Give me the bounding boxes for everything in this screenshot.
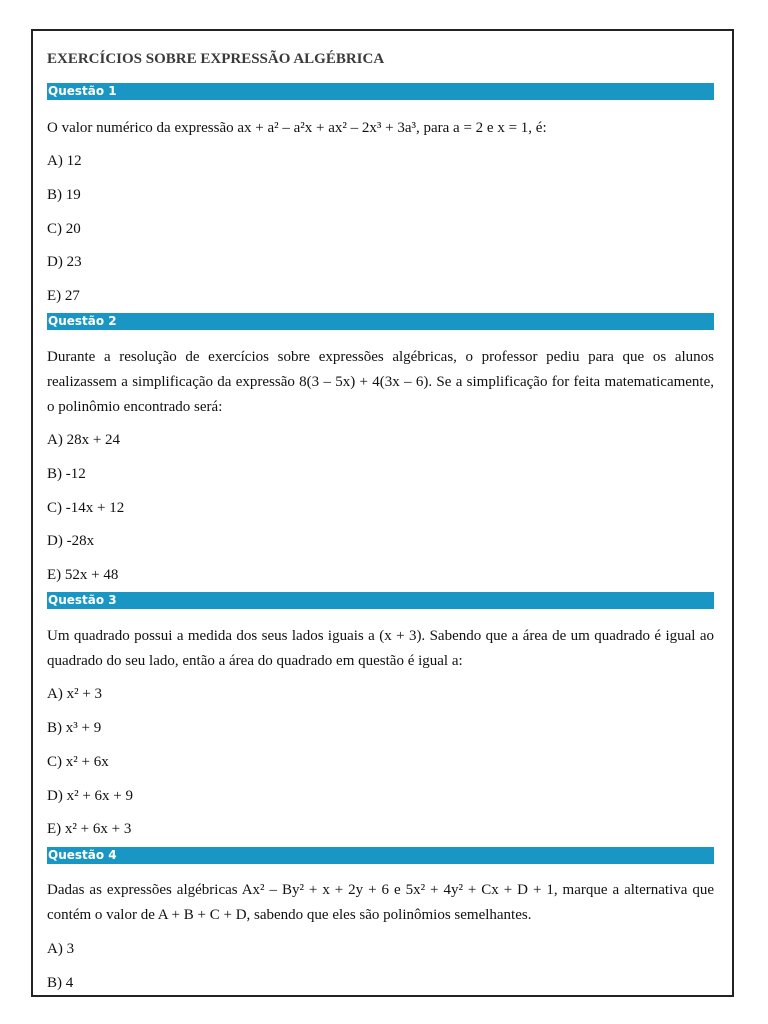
question-3-statement: Um quadrado possui a medida dos seus lados iguais a (x + 3). Sabendo que a área de um quadrado é igual ao quadrado do seu lado, então a área do quadrado em questão é igual a: xyxy=(47,628,714,669)
question-4-option-b: B) 4 xyxy=(47,975,74,991)
question-2-header: Questão 2 xyxy=(47,313,714,330)
question-1-header: Questão 1 xyxy=(47,83,714,100)
question-3-header: Questão 3 xyxy=(47,592,714,609)
question-4-option-a: A) 3 xyxy=(47,941,75,957)
question-3-option-c: C) x² + 6x xyxy=(47,754,109,770)
question-1-option-e: E) 27 xyxy=(47,288,80,304)
question-3-option-a: A) x² + 3 xyxy=(47,686,103,702)
question-3-option-b: B) x³ + 9 xyxy=(47,720,102,736)
question-1-option-b: B) 19 xyxy=(47,187,81,203)
question-1-option-d: D) 23 xyxy=(47,254,82,270)
question-2-option-e: E) 52x + 48 xyxy=(47,567,119,583)
question-1-option-c: C) 20 xyxy=(47,221,81,237)
question-2-statement: Durante a resolução de exercícios sobre expressões algébricas, o professor pediu para que os alunos realizassem a simplificação da expressão 8(3 – 5x) + 4(3x – 6). Se a simplificação for feita matematicamente, o polinômio encontrado será: xyxy=(47,349,714,415)
page-frame xyxy=(31,29,734,997)
document-title: EXERCÍCIOS SOBRE EXPRESSÃO ALGÉBRICA xyxy=(47,51,385,67)
question-4-statement: Dadas as expressões algébricas Ax² – By² + x + 2y + 6 e 5x² + 4y² + Cx + D + 1, marque a alternativa que contém o valor de A + B + C + D, sabendo que eles são polinômios semelhantes. xyxy=(47,882,714,923)
question-2-option-c: C) -14x + 12 xyxy=(47,500,125,516)
question-1-option-a: A) 12 xyxy=(47,153,82,169)
question-3-option-e: E) x² + 6x + 3 xyxy=(47,821,132,837)
question-4-header: Questão 4 xyxy=(47,847,714,864)
question-3-option-d: D) x² + 6x + 9 xyxy=(47,788,133,804)
question-2-option-b: B) -12 xyxy=(47,466,86,482)
question-2-option-a: A) 28x + 24 xyxy=(47,432,121,448)
question-1-statement: O valor numérico da expressão ax + a² – a²x + ax² – 2x³ + 3a³, para a = 2 e x = 1, é: xyxy=(47,120,547,136)
question-2-option-d: D) -28x xyxy=(47,533,95,549)
